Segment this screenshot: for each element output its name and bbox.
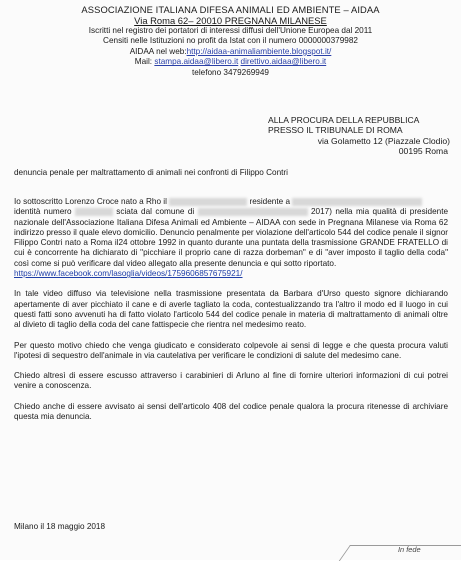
para1-part-a: Io sottoscritto Lorenzo Croce nato a Rho il	[14, 197, 167, 206]
redacted-residence	[292, 198, 422, 206]
recipient-line-1: ALLA PROCURA DELLA REPUBBLICA	[268, 115, 420, 125]
web-line	[0, 47, 461, 57]
mail-link-direttivo[interactable]: direttivo.aidaa@libero.it	[240, 57, 327, 67]
paragraph-5: Chiedo anche di essere avvisato ai sensi dell'articolo 408 del codice penale qualora la procura ritenesse di archiviare questa mia denuncia.	[14, 401, 448, 422]
para1-part-d: sciata dal comune di	[116, 207, 195, 217]
paragraph-4: Chiedo altresì di essere escusso attraverso i carabinieri di Arluno al fine di fornire ulteriori informazioni di cui potrei venire a conoscenza.	[14, 371, 448, 391]
mail-link-stampa[interactable]: stampa.aidaa@libero.it	[154, 57, 239, 67]
mail-line	[0, 57, 461, 67]
organization-name: ASSOCIAZIONE ITALIANA DIFESA ANIMALI ED AMBIENTE – AIDAA	[81, 4, 380, 15]
web-link[interactable]: http://aidaa-animaliambiente.blogspot.it/	[186, 46, 332, 56]
letter-body	[14, 197, 448, 422]
paragraph-1	[14, 197, 448, 279]
redacted-id-number	[75, 208, 113, 216]
recipient-line-3: via Golametto 12 (Piazzale Clodio)	[317, 135, 450, 146]
para1-part-e: 2017)	[310, 207, 332, 217]
phone-line: telefono 3479269949	[192, 67, 269, 77]
organization-address: Via Roma 62– 20010 PREGNANA MILANESE	[134, 15, 327, 26]
registry-line: Iscritti nel registro dei portatori di interessi diffusi dell'Unione Europea dal 2011	[88, 26, 373, 35]
recipient-line-2: PRESSO IL TRIBUNALE DI ROMA	[268, 125, 403, 136]
recipient-block	[268, 115, 452, 157]
web-label: AIDAA nel web:	[129, 46, 187, 56]
mail-label: Mail:	[134, 57, 155, 67]
paragraph-2: In tale video diffuso via televisione nella trasmissione presentata da Barbara d'Urso questo signore dichiarando apertamente di aver picchiato il cane e di averle tagliato la coda, contestualizzando tra l'altro il modo ed il luogo in cui questi fatti sono avvenuti ha di fatto violato l'articolo 544 del codice penale in materia di maltrattamento di animali oltre al divieto di taglio della coda del cane fattispecie che rientra nel medesimo reato.	[14, 289, 448, 330]
redacted-issuer	[198, 208, 308, 216]
para1-part-c: identità numero	[14, 207, 72, 217]
istat-line: Censiti nelle Istituzioni no profit da Istat con il numero 0000000379982	[103, 36, 358, 46]
subject-line: denuncia penale per maltrattamento di animali nei confronti di Filippo Contri	[14, 168, 288, 177]
video-link[interactable]: https://www.facebook.com/lasoglia/videos/1759606857675921/	[14, 269, 243, 279]
signature-fragment: In fede	[398, 545, 421, 554]
letterhead	[0, 4, 461, 78]
para1-body: nella mia qualità di presidente nazionale dell'Associazione Italiana Difesa Animali ed Ambiente – AIDAA con sede in Pregnana Milanese via Roma 62 indirizzo presso il quale elevo domicilio. Denuncio penalmente per violazione dell'articolo 544 del codice penale il signor Filippo Contri nato a Roma il24 ottobre 1992 in quanto durante una puntata della trasmissione GRANDE FRATELLO di cui è concorrente ha dichiarato di "picchiare il proprio cane di razza dorbeman" e di "aver imposto il taglio della coda" così come si può verificare dal video allegato alla presente denuncia e qui sotto riportato.	[14, 207, 449, 268]
para1-part-b: residente a	[249, 197, 290, 206]
redacted-birthdate	[169, 198, 247, 206]
date-signoff: Milano il 18 maggio 2018	[14, 522, 106, 531]
paragraph-3: Per questo motivo chiedo che venga giudicato e considerato colpevole ai sensi di legge e che questa procura valuti l'ipotesi di sequestro dell'animale in via cautelativa per verificare le condizioni di salute del medesimo cane.	[14, 340, 448, 360]
recipient-line-4: 00195 Roma	[398, 146, 448, 157]
